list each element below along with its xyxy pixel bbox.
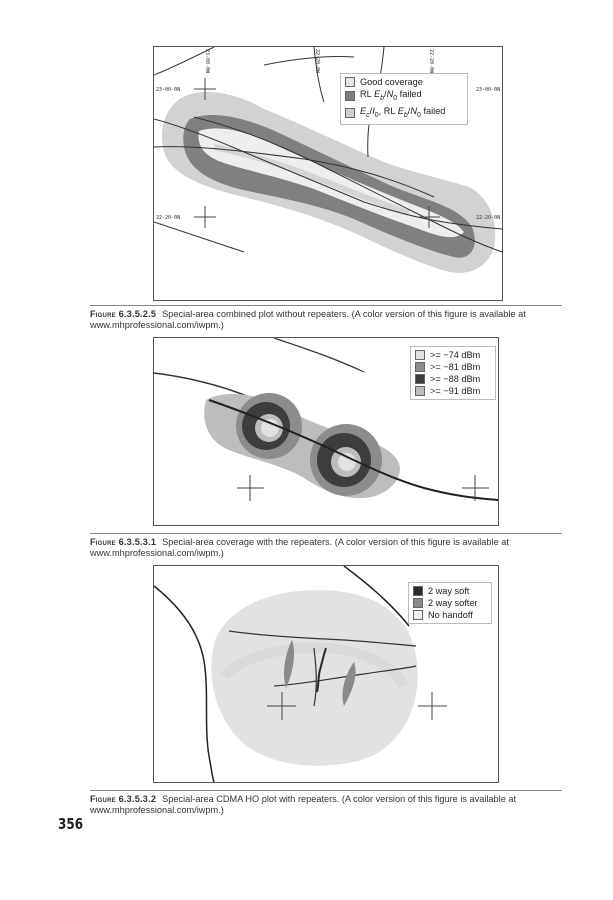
coord-label: 22-20-0N: [156, 215, 181, 221]
legend-swatch: [415, 386, 425, 396]
legend-item: [345, 76, 463, 88]
legend-item: [415, 385, 491, 397]
legend-swatch: [413, 598, 423, 608]
legend-label: 2 way softer: [428, 598, 478, 608]
no-handoff-area: [211, 590, 417, 766]
legend-label: $E_c/I_0$, RL $E_b/N_0$ failed: [360, 105, 446, 119]
figure-2-legend: [410, 346, 496, 400]
legend-swatch: [345, 91, 355, 101]
caption-rule: [90, 533, 562, 534]
legend-swatch: [413, 586, 423, 596]
legend-label: RL $E_b/N_0$ failed: [360, 89, 422, 102]
legend-swatch: [413, 610, 423, 620]
figure-1-caption: [90, 309, 562, 332]
legend-item: [415, 361, 491, 373]
legend-swatch: [345, 77, 355, 87]
legend-label: >= −88 dBm: [430, 374, 481, 384]
legend-swatch: [345, 108, 355, 118]
caption-label: Figure 6.3.5.2.5: [90, 309, 157, 319]
legend-label: >= −74 dBm: [430, 350, 481, 360]
figure-3-caption: [90, 794, 562, 817]
coord-label: 23-00-0N: [156, 87, 181, 93]
caption-text: Special-area combined plot without repeaters. (A color version of this figure is available at www.mhprofessional.com/iwpm.): [90, 309, 526, 331]
coord-label: 22-20-0W: [314, 49, 320, 74]
road-line: [154, 586, 214, 782]
legend-swatch: [415, 350, 425, 360]
caption-rule: [90, 790, 562, 791]
caption-label: Figure 6.3.5.3.2: [90, 794, 157, 804]
legend-label: >= −91 dBm: [430, 386, 481, 396]
legend-item: [345, 105, 463, 122]
road-line: [264, 56, 354, 65]
legend-swatch: [415, 374, 425, 384]
figure-3-map: [153, 565, 499, 783]
legend-item: [413, 609, 487, 621]
legend-item: [415, 373, 491, 385]
caption-label: Figure 6.3.5.3.1: [90, 537, 157, 547]
legend-label: >= −81 dBm: [430, 362, 481, 372]
legend-label: Good coverage: [360, 77, 423, 87]
coverage-74-dbm: [261, 419, 279, 437]
road-line: [154, 222, 244, 252]
road-line: [274, 338, 364, 372]
caption-text: Special-area CDMA HO plot with repeaters. (A color version of this figure is available at www.mhprofessional.com/iwpm.): [90, 794, 517, 816]
legend-item: [415, 349, 491, 361]
coverage-74-dbm: [338, 453, 356, 471]
figure-1-legend: [340, 73, 468, 125]
caption-text: Special-area coverage with the repeaters. (A color version of this figure is available at www.mhprofessional.com/iwpm.): [90, 537, 509, 559]
legend-label: No handoff: [428, 610, 473, 620]
legend-item: [345, 88, 463, 105]
figure-1-map: [153, 46, 503, 301]
legend-item: [413, 585, 487, 597]
legend-item: [413, 597, 487, 609]
caption-rule: [90, 305, 562, 306]
page-number: 356: [58, 815, 84, 833]
legend-label: 2 way soft: [428, 586, 470, 596]
coord-label: 23-00-0N: [476, 87, 501, 93]
coord-label: 22-20-0W: [428, 49, 434, 74]
coord-label: 22-20-0N: [476, 215, 501, 221]
coord-label: 23-00-0W: [204, 49, 210, 74]
figure-2-map: [153, 337, 499, 526]
figure-2-caption: [90, 537, 562, 560]
legend-swatch: [415, 362, 425, 372]
figure-3-legend: [408, 582, 492, 624]
